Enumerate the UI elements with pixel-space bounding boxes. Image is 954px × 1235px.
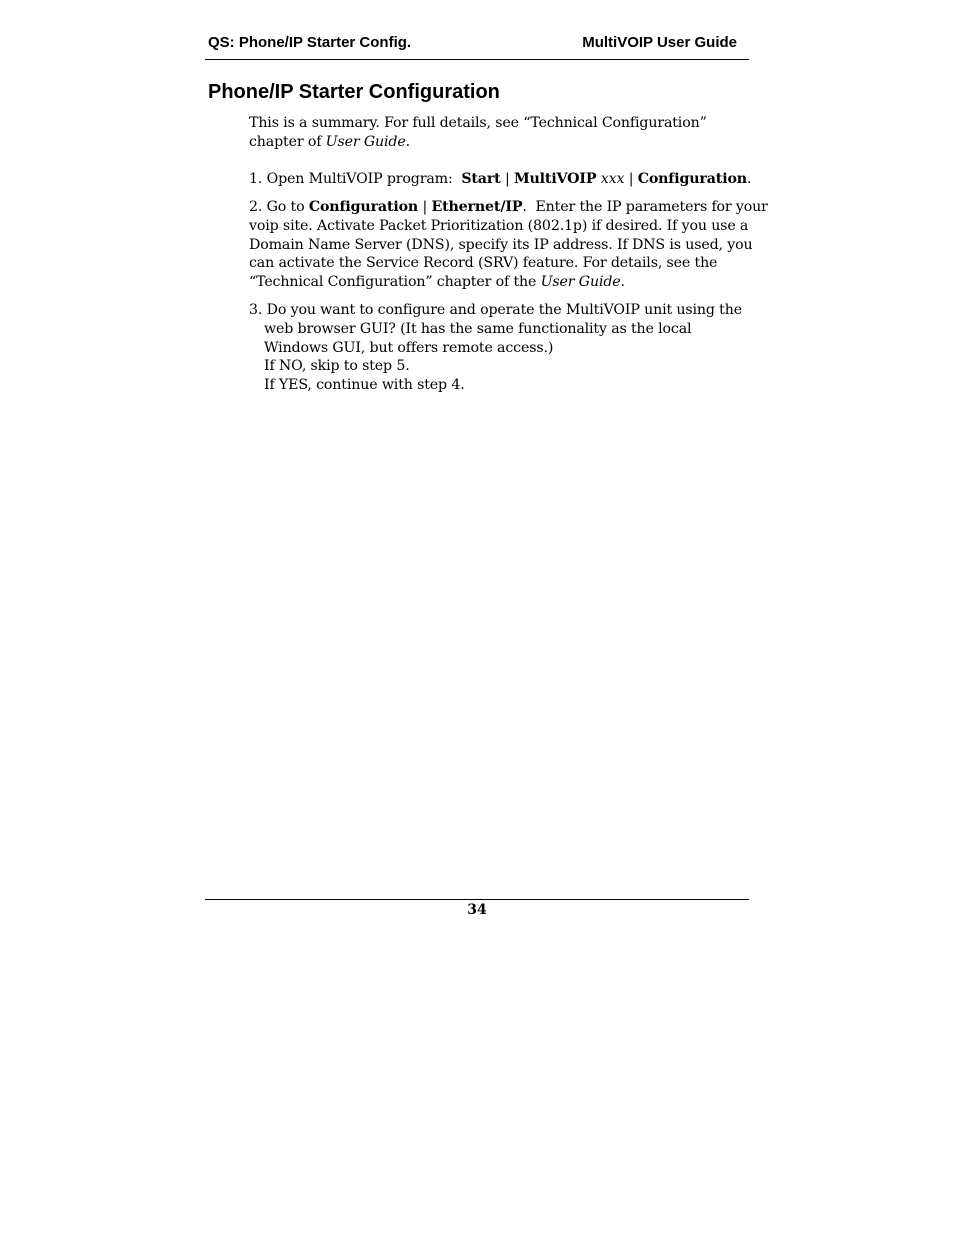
step-2-line-5: “Technical Configuration” chapter of the User Guide.: [249, 274, 625, 291]
step-2-line-3: Domain Name Server (DNS), specify its IP address. If DNS is used, you: [249, 236, 753, 253]
running-header-left: QS: Phone/IP Starter Config.: [208, 34, 412, 51]
step-3-line-2: web browser GUI? (It has the same functionality as the local: [264, 320, 692, 337]
page-number: 34: [467, 902, 487, 918]
step-3: [249, 301, 754, 395]
summary-paragraph: [249, 114, 754, 152]
menu-configuration: Configuration: [637, 171, 747, 187]
menu-ethernet-ip: Ethernet/IP: [431, 199, 523, 215]
user-guide-ref: User Guide: [325, 133, 406, 150]
step-3-if-no: If NO, skip to step 5.: [264, 358, 410, 375]
step-1: [249, 170, 754, 189]
section-heading: Phone/IP Starter Configuration: [208, 81, 500, 103]
user-guide-ref: User Guide: [540, 274, 621, 291]
footer-rule: [205, 899, 749, 900]
step-3-line-1: 3. Do you want to configure and operate the MultiVOIP unit using the: [249, 302, 742, 318]
step-3-line-3: Windows GUI, but offers remote access.): [264, 339, 554, 356]
step-3-if-yes: If YES, continue with step 4.: [264, 377, 465, 394]
step-2-line-4: can activate the Service Record (SRV) feature. For details, see the: [249, 255, 718, 272]
menu-configuration: Configuration: [308, 199, 419, 215]
running-header-right: MultiVOIP User Guide: [582, 34, 737, 51]
step-2: [249, 198, 768, 292]
summary-line-1: This is a summary. For full details, see “Technical Configuration”: [249, 115, 707, 131]
header-rule: [205, 59, 749, 60]
step-2-line-1: 2. Go to Configuration | Ethernet/IP. Enter the IP parameters for your: [249, 199, 768, 215]
menu-multivoip-variant: xxx: [600, 171, 625, 187]
step-2-line-2: voip site. Activate Packet Prioritization (802.1p) if desired. If you use a: [249, 217, 749, 234]
menu-multivoip: MultiVOIP: [513, 171, 597, 187]
menu-start: Start: [461, 171, 501, 187]
step-1-line: 1. Open MultiVOIP program: Start | MultiVOIP xxx | Configuration.: [249, 171, 752, 187]
summary-line-2: chapter of User Guide.: [249, 133, 410, 150]
